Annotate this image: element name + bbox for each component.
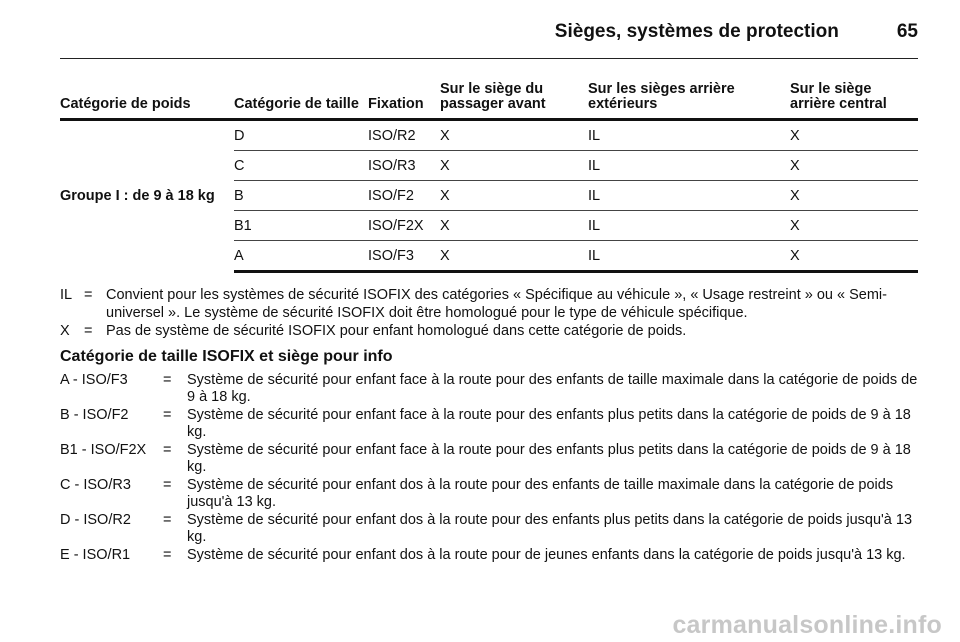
col-header-fixation: Fixation	[368, 82, 440, 120]
rear-outer-cell: IL	[588, 181, 790, 211]
size-description: Système de sécurité pour enfant dos à la route pour de jeunes enfants dans la catégorie de poids jusqu'à 13 kg.	[187, 547, 906, 563]
size-description: Système de sécurité pour enfant face à la route pour des enfants plus petits dans la catégorie de poids de 9 à 18 kg.	[187, 442, 911, 475]
front-seat-cell: X	[440, 120, 588, 151]
size-key: B1 - ISO/F2X	[60, 442, 147, 458]
front-seat-cell: X	[440, 241, 588, 272]
size-category-list	[60, 372, 922, 565]
fixation-cell: ISO/F2	[368, 181, 440, 211]
size-key: D - ISO/R2	[60, 512, 131, 528]
col-header-rear-center: Sur le siège arrière central	[790, 82, 918, 120]
rear-outer-cell: IL	[588, 241, 790, 272]
page-number: 65	[896, 21, 918, 42]
size-equals: =	[163, 477, 172, 493]
legend-equals: =	[84, 287, 93, 303]
front-seat-cell: X	[440, 211, 588, 241]
size-equals: =	[163, 512, 172, 528]
size-cell: B1	[234, 211, 368, 241]
size-description: Système de sécurité pour enfant face à la route pour des enfants plus petits dans la catégorie de poids de 9 à 18 kg.	[187, 407, 911, 440]
legend-text: Pas de système de sécurité ISOFIX pour enfant homologué dans cette catégorie de poids.	[106, 323, 687, 339]
col-header-weight: Catégorie de poids	[60, 82, 234, 120]
rear-center-cell: X	[790, 211, 918, 241]
rear-outer-cell: IL	[588, 211, 790, 241]
list-item	[60, 372, 922, 406]
table-row	[60, 120, 918, 151]
table-header-row	[60, 82, 918, 120]
legend-key: X	[60, 323, 70, 339]
legend	[60, 286, 920, 340]
legend-item	[60, 286, 920, 322]
legend-equals: =	[84, 323, 93, 339]
size-cell: A	[234, 241, 368, 272]
list-item	[60, 477, 922, 511]
rear-outer-cell: IL	[588, 151, 790, 181]
rear-center-cell: X	[790, 120, 918, 151]
size-equals: =	[163, 442, 172, 458]
list-item	[60, 407, 922, 441]
page-title: Sièges, systèmes de protection	[554, 21, 839, 42]
rear-center-cell: X	[790, 241, 918, 272]
fixation-cell: ISO/F3	[368, 241, 440, 272]
fixation-cell: ISO/R3	[368, 151, 440, 181]
size-equals: =	[163, 547, 172, 563]
section-title: Catégorie de taille ISOFIX et siège pour info	[60, 348, 393, 365]
rear-center-cell: X	[790, 151, 918, 181]
size-cell: B	[234, 181, 368, 211]
size-key: B - ISO/F2	[60, 407, 129, 423]
weight-group-cell: Groupe I : de 9 à 18 kg	[60, 188, 215, 205]
list-item	[60, 512, 922, 546]
size-key: E - ISO/R1	[60, 547, 131, 563]
rear-center-cell: X	[790, 181, 918, 211]
size-description: Système de sécurité pour enfant dos à la route pour des enfants de taille maximale dans la catégorie de poids jusqu'à 13 kg.	[187, 477, 894, 510]
list-item	[60, 547, 922, 564]
page-header	[60, 14, 918, 50]
isofix-table	[60, 82, 918, 273]
size-description: Système de sécurité pour enfant dos à la route pour des enfants plus petits dans la catégorie de poids jusqu'à 13 kg.	[187, 512, 913, 545]
header-divider	[60, 58, 918, 59]
watermark: carmanualsonline.info	[672, 611, 942, 639]
size-equals: =	[163, 372, 172, 388]
legend-item	[60, 322, 920, 340]
col-header-size: Catégorie de taille	[234, 82, 368, 120]
front-seat-cell: X	[440, 151, 588, 181]
rear-outer-cell: IL	[588, 120, 790, 151]
size-key: A - ISO/F3	[60, 372, 128, 388]
size-cell: C	[234, 151, 368, 181]
size-key: C - ISO/R3	[60, 477, 131, 493]
front-seat-cell: X	[440, 181, 588, 211]
legend-key: IL	[60, 287, 73, 303]
size-description: Système de sécurité pour enfant face à la route pour des enfants de taille maximale dans la catégorie de poids de 9 à 18 kg.	[187, 372, 918, 405]
legend-text: Convient pour les systèmes de sécurité ISOFIX des catégories « Spécifique au véhicule », « Usage restreint » ou « Semi-universel ». Le système de sécurité ISOFIX doit être homologué pour le type de véhicule spécifique.	[106, 287, 887, 321]
fixation-cell: ISO/F2X	[368, 211, 440, 241]
col-header-rear-outer: Sur les sièges arrière extérieurs	[588, 82, 790, 120]
size-cell: D	[234, 120, 368, 151]
list-item	[60, 442, 922, 476]
size-equals: =	[163, 407, 172, 423]
fixation-cell: ISO/R2	[368, 120, 440, 151]
col-header-front-seat: Sur le siège du passager avant	[440, 82, 588, 120]
